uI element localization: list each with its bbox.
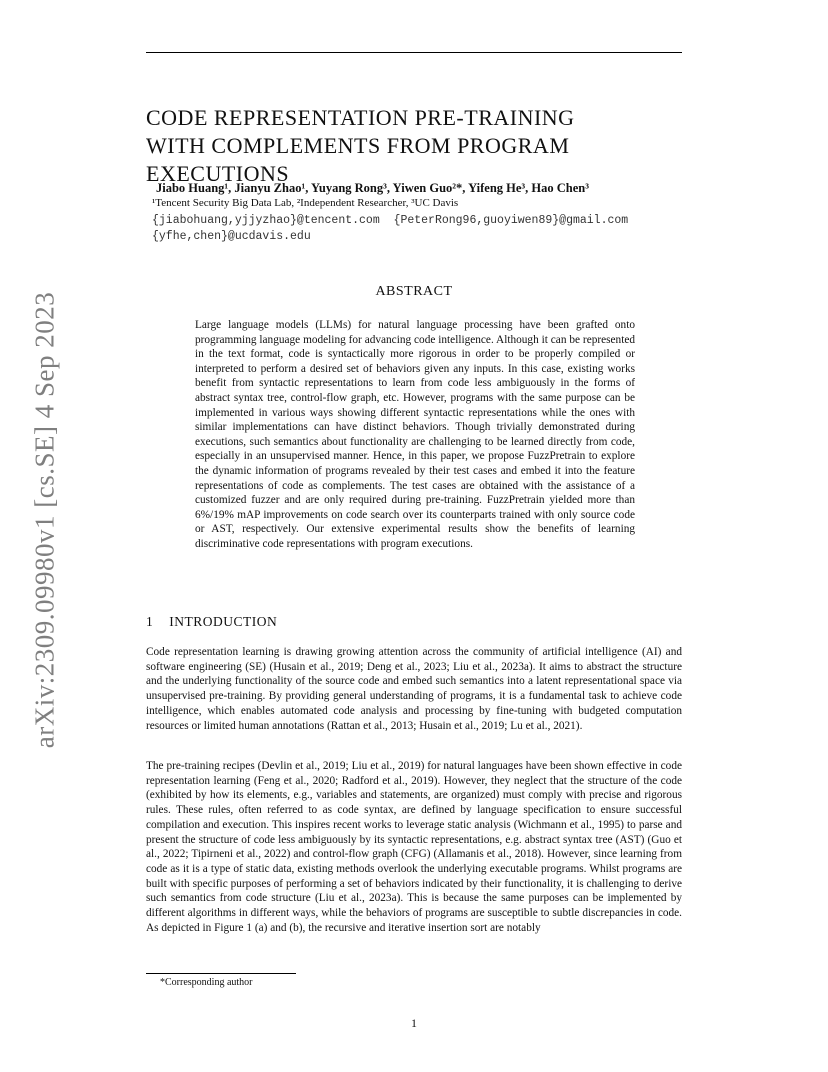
footnote-rule [146, 973, 296, 974]
email-line-2: {yfhe,chen}@ucdavis.edu [152, 230, 311, 243]
abstract-text: Large language models (LLMs) for natural language processing have been grafted onto programming language modeling for advancing code intelligence. Although it can be represented in the text format, code is syntactically more rigorous in order to be properly compiled or interpreted to perform a desired set of behaviors given any inputs. In this case, existing works benefit from syntactic representations to learn from code less ambiguously in the forms of abstract syntax tree, control-flow graph, etc. However, programs with the same purpose can be implemented in various ways showing different syntactic representations while the ones with similar implementations can have distinct behaviors. Though trivially demonstrated during executions, such semantics about functionality are challenging to be learned directly from code, especially in an unsupervised manner. Hence, in this paper, we propose FuzzPretrain to explore the dynamic information of programs revealed by their test cases and embed it into the feature representations of code as complements. The test cases are obtained with the assistance of a customized fuzzer and are only required during pre-training. FuzzPretrain yielded more than 6%/19% mAP improvements on code search over its counterparts trained with only source code or AST, respectively. Our extensive experimental results show the benefits of learning discriminative code representations with program executions. [195, 319, 635, 550]
email-block [152, 213, 628, 245]
arxiv-stamp: arXiv:2309.09980v1 [cs.SE] 4 Sep 2023 [29, 291, 60, 749]
section-heading [146, 614, 277, 630]
section-number: 1 [146, 614, 154, 629]
paper-title [146, 104, 706, 188]
title-line-1: CODE REPRESENTATION PRE-TRAINING [146, 105, 575, 130]
author-list: Jiabo Huang¹, Jianyu Zhao¹, Yuyang Rong³, Yiwen Guo²*, Yifeng He³, Hao Chen³ [156, 181, 589, 195]
page-number: 1 [411, 1016, 417, 1030]
section-title: INTRODUCTION [169, 614, 278, 629]
intro-paragraph-2: The pre-training recipes (Devlin et al., 2019; Liu et al., 2019) for natural languages have been shown effective in code representation learning (Feng et al., 2020; Radford et al., 2019). However, they neglect that the structure of the code (exhibited by how its elements, e.g., variables and statements, are organized) must comply with precise and rigorous rules. These rules, often referred to as code syntax, are defined by language specification to ensure successful compilation and execution. This inspires recent works to leverage static analysis (Wichmann et al., 1995) to parse and present the structure of code less ambiguously by its syntactic representations, e.g. abstract syntax tree (AST) (Guo et al., 2022; Tipirneni et al., 2022) and control-flow graph (CFG) (Allamanis et al., 2018). However, since learning from code as it is a type of static data, existing methods overlook the underlying executable programs. Whilst programs are built with specific purposes of performing a set of behaviors indicated by their functionality, it is challenging to derive such semantics from code structure (Liu et al., 2023a). This is because the same purposes can be implemented by different algorithms in different ways, while the behaviors of programs are susceptible to subtle discrepancies in code. As depicted in Figure 1 (a) and (b), the recursive and iterative insertion sort are notably [146, 760, 682, 934]
intro-paragraph-1: Code representation learning is drawing growing attention across the community of artificial intelligence (AI) and software engineering (SE) (Husain et al., 2019; Deng et al., 2023; Liu et al., 2023a). It aims to abstract the structure and the underlying functionality of the source code and embed such semantics into a latent representational space via unsupervised pre-training. By providing general understanding of programs, it is a fundamental task to achieve code intelligence, which enables automated code analysis and processing by fine-tuning with budgeted computation resources or limited human annotations (Rattan et al., 2013; Husain et al., 2019; Lu et al., 2021). [146, 646, 682, 732]
abstract-heading: ABSTRACT [375, 284, 453, 299]
top-rule [146, 52, 682, 53]
email-line-1: {jiabohuang,yjjyzhao}@tencent.com {PeterRong96,guoyiwen89}@gmail.com [152, 214, 629, 227]
title-line-2: WITH COMPLEMENTS FROM PROGRAM EXECUTIONS [146, 133, 570, 186]
affiliations: ¹Tencent Security Big Data Lab, ²Independent Researcher, ³UC Davis [152, 197, 459, 209]
footnote: *Corresponding author [160, 977, 253, 988]
